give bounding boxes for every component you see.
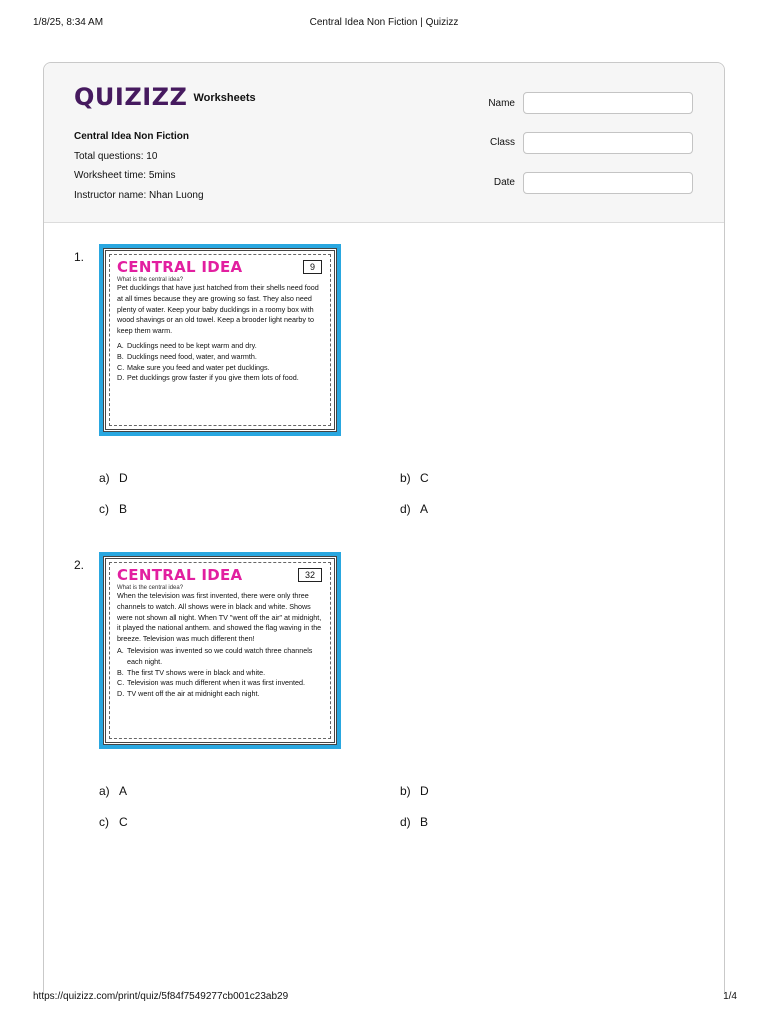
- answer-label: b): [400, 784, 411, 798]
- question-image: [99, 244, 341, 436]
- name-field[interactable]: [523, 92, 693, 114]
- answer-option-d[interactable]: [400, 815, 428, 829]
- answer-value: A: [119, 784, 128, 798]
- card-passage: Pet ducklings that have just hatched from their shells need food at all times because they are growing so fast. They also need plenty of water. Keep your baby ducklings in a roomy box with wood shavings or an old towel. Keep a brooder light nearby to keep them warm.: [117, 283, 319, 336]
- answer-option-a[interactable]: [99, 784, 127, 798]
- card-options: [117, 646, 324, 700]
- worksheet-meta: [74, 127, 204, 205]
- worksheet-sheet: [43, 62, 725, 993]
- answer-value: B: [420, 815, 429, 829]
- answer-option-a[interactable]: [99, 471, 128, 485]
- card-option-text: Make sure you feed and water pet ducklings.: [127, 362, 270, 372]
- answer-label: b): [400, 471, 411, 485]
- worksheet-time: Worksheet time: 5mins: [74, 170, 176, 181]
- card-title: CENTRAL IDEA: [117, 258, 243, 276]
- answer-label: a): [99, 471, 110, 485]
- instructor-name: Instructor name: Nhan Luong: [74, 189, 204, 201]
- card-option: [117, 352, 324, 363]
- print-title: Central Idea Non Fiction | Quizizz: [309, 17, 459, 28]
- card-option: [117, 373, 324, 384]
- card-option-text: Ducklings need food, water, and warmth.: [127, 351, 257, 361]
- card-option-text: TV went off the air at midnight each night.: [127, 689, 260, 699]
- card-option-letter: C.: [117, 362, 125, 372]
- card-option-text: The first TV shows were in black and white.: [127, 667, 266, 677]
- date-field[interactable]: [523, 172, 693, 194]
- answer-option-b[interactable]: [400, 784, 429, 798]
- worksheet-header: [44, 63, 724, 223]
- card-option-text: Television was invented so we could watch three channels each night.: [127, 645, 313, 666]
- card-option: [117, 646, 324, 668]
- card-option: [117, 341, 324, 352]
- answer-option-d[interactable]: [400, 502, 428, 516]
- logo-wordmark: QUIZIZZ: [74, 83, 188, 111]
- answer-option-b[interactable]: [400, 471, 429, 485]
- card-option: [117, 689, 324, 700]
- print-url: https://quizizz.com/print/quiz/5f84f7549277cb001c23ab29: [33, 991, 289, 1002]
- answer-label: a): [99, 784, 110, 798]
- date-label: Date: [493, 177, 515, 188]
- answer-label: c): [99, 815, 109, 829]
- card-option-letter: D.: [117, 689, 125, 699]
- answer-label: d): [400, 502, 411, 516]
- answer-value: C: [119, 815, 128, 829]
- card-title: CENTRAL IDEA: [117, 566, 243, 584]
- answer-value: B: [119, 502, 128, 516]
- worksheet-title: Central Idea Non Fiction: [74, 131, 190, 142]
- answer-option-c[interactable]: [99, 815, 128, 829]
- question-number: 1.: [74, 250, 85, 264]
- question-number: 2.: [74, 558, 85, 572]
- answer-value: D: [420, 784, 429, 798]
- card-option: [117, 363, 324, 374]
- print-header: [0, 17, 768, 35]
- page-number: 1/4: [723, 991, 737, 1002]
- card-option-letter: A.: [117, 340, 124, 350]
- card-prompt: What is the central idea?: [117, 277, 184, 283]
- print-date: 1/8/25, 8:34 AM: [33, 17, 104, 28]
- answer-label: c): [99, 502, 109, 516]
- card-option-text: Ducklings need to be kept warm and dry.: [127, 340, 257, 350]
- card-number: 9: [303, 260, 322, 274]
- card-passage: When the television was first invented, there were only three channels to watch. All shows were in black and white. Shows were not shown all night. When TV "went off the air" at midnight, it played the national anthem. and showed the flag waving in the breeze. Television was much different then!: [117, 591, 322, 644]
- card-option-letter: B.: [117, 351, 124, 361]
- card-option: [117, 678, 324, 689]
- total-questions: Total questions: 10: [74, 150, 158, 162]
- class-label: Class: [489, 137, 515, 148]
- answer-value: D: [119, 471, 128, 485]
- card-prompt: What is the central idea?: [117, 585, 184, 591]
- task-card: [103, 248, 337, 432]
- quizizz-logo: [74, 83, 256, 113]
- card-option-text: Television was much different when it was first invented.: [127, 678, 306, 688]
- card-option-letter: B.: [117, 667, 124, 677]
- card-option-letter: C.: [117, 678, 125, 688]
- answer-value: A: [420, 502, 429, 516]
- card-options: [117, 341, 324, 384]
- class-field[interactable]: [523, 132, 693, 154]
- name-label: Name: [488, 98, 515, 109]
- answer-option-c[interactable]: [99, 502, 127, 516]
- task-card: [103, 556, 337, 745]
- card-option-letter: D.: [117, 373, 125, 383]
- card-number: 32: [298, 568, 322, 582]
- logo-product: Worksheets: [193, 92, 256, 104]
- card-option-text: Pet ducklings grow faster if you give them lots of food.: [127, 373, 299, 383]
- card-option: [117, 668, 324, 679]
- question-image: [99, 552, 341, 749]
- answer-value: C: [420, 471, 429, 485]
- card-option-letter: A.: [117, 645, 124, 655]
- answer-label: d): [400, 815, 411, 829]
